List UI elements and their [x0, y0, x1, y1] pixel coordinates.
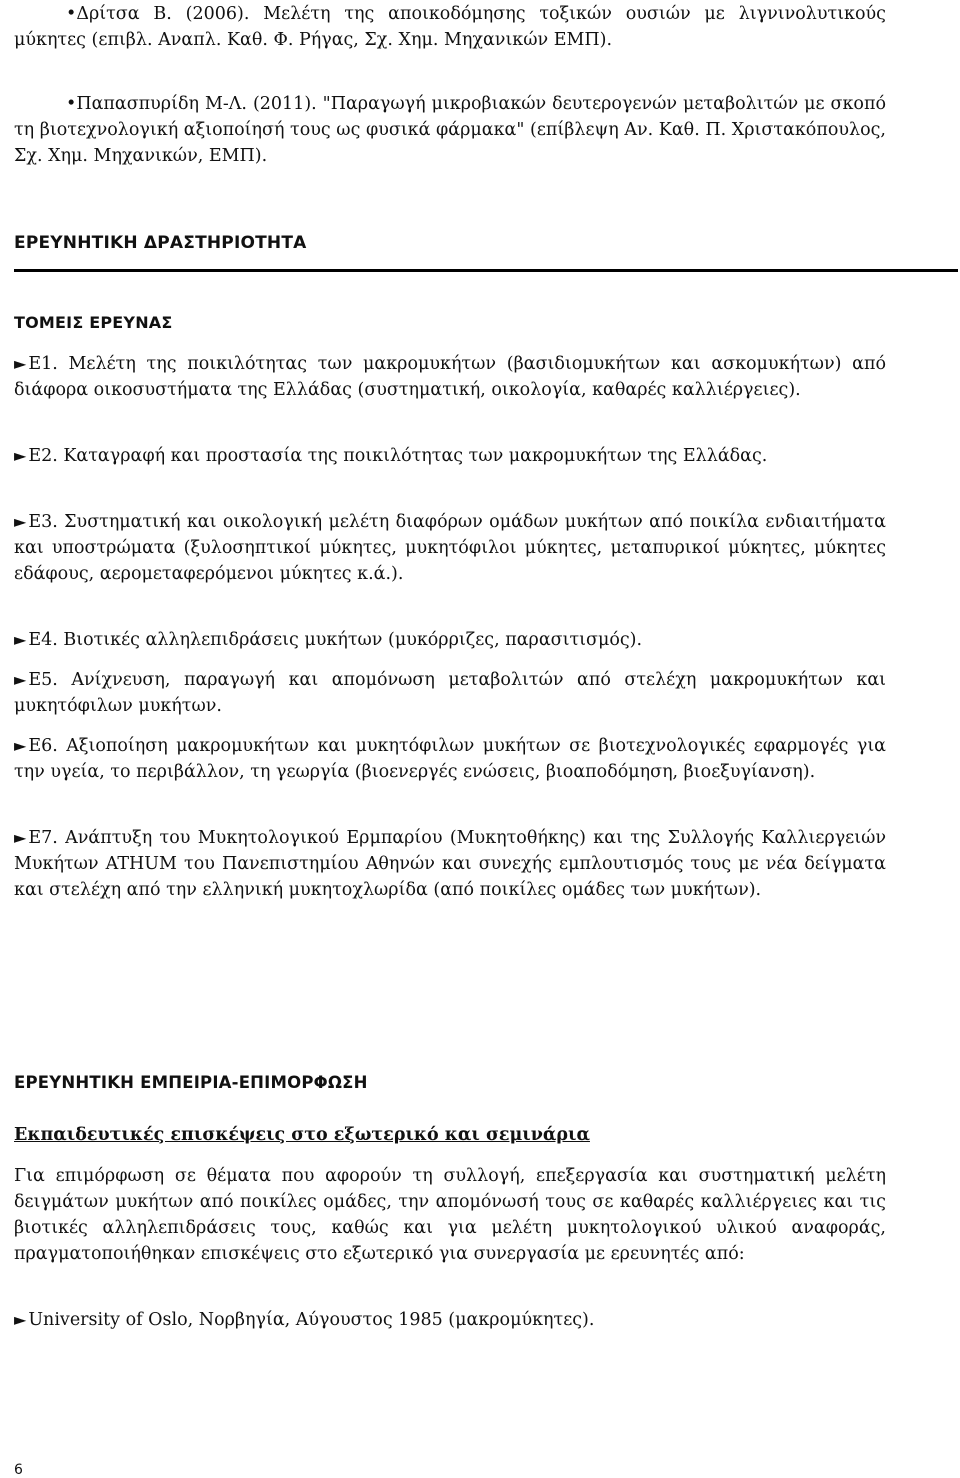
section-heading: ΕΡΕΥΝΗΤΙΚΗ ΕΜΠΕΙΡΙΑ-ΕΠΙΜΟΡΦΩΣΗ	[14, 1073, 368, 1092]
research-areas-heading: ΤΟΜΕΙΣ ΕΡΕΥΝΑΣ	[14, 313, 173, 332]
research-area-item	[14, 509, 886, 587]
page-number: 6	[14, 1462, 23, 1478]
section-divider	[14, 269, 958, 272]
research-area-item	[14, 627, 886, 653]
training-visits-heading-wrap	[14, 1125, 886, 1145]
thesis-item	[14, 91, 886, 169]
arrow-icon: ►	[14, 354, 27, 373]
section-research-experience	[14, 1073, 886, 1092]
arrow-icon: ►	[14, 630, 27, 649]
research-areas-heading-wrap	[14, 313, 886, 332]
training-visits-heading: Εκπαιδευτικές επισκέψεις στο εξωτερικό και σεμινάρια	[14, 1125, 590, 1145]
section-heading: ΕΡΕΥΝΗΤΙΚΗ ΔΡΑΣΤΗΡΙΟΤΗΤΑ	[14, 233, 307, 253]
thesis-text: •Δρίτσα Β. (2006). Μελέτη της αποικοδόμησης τοξικών ουσιών με λιγνινολυτικούς μύκητες (επιβλ. Αναπλ. Καθ. Φ. Ρήγας, Σχ. Χημ. Μηχανικών ΕΜΠ).	[14, 4, 886, 50]
training-intro-text: Για επιμόρφωση σε θέματα που αφορούν τη συλλογή, επεξεργασία και συστηματική μελέτη δειγμάτων μυκήτων από ποικίλες ομάδες, την απομόνωσή τους σε καθαρές καλλιέργειες και τις βιοτικές αλληλεπιδράσεις τους, καθώς και για μελέτη μυκητολογικού υλικού αναφοράς, πραγματοποιήθηκαν επισκέψεις στο εξωτερικό για συνεργασία με ερευνητές από:	[14, 1166, 886, 1264]
arrow-icon: ►	[14, 670, 27, 689]
arrow-icon: ►	[14, 446, 27, 465]
arrow-icon: ►	[14, 828, 27, 847]
bullet-icon: •	[66, 4, 77, 24]
thesis-text: •Παπασπυρίδη Μ-Λ. (2011). "Παραγωγή μικροβιακών δευτερογενών μεταβολιτών με σκοπό τη βιοτεχνολογική αξιοποίησή τους ως φυσικά φάρμακα" (επίβλεψη Αν. Καθ. Π. Χριστακόπουλος, Σχ. Χημ. Μηχανικών, ΕΜΠ).	[14, 94, 886, 166]
research-area-text: ► Ε2. Καταγραφή και προστασία της ποικιλότητας των μακρομυκήτων της Ελλάδας.	[14, 443, 886, 469]
arrow-icon: ►	[14, 512, 27, 531]
bullet-icon: •	[66, 94, 77, 114]
visit-item	[14, 1307, 886, 1333]
section-research-activity	[14, 233, 886, 253]
research-area-text: ► Ε4. Βιοτικές αλληλεπιδράσεις μυκήτων (μυκόρριζες, παρασιτισμός).	[14, 627, 886, 653]
research-area-item	[14, 667, 886, 719]
thesis-item	[14, 1, 886, 53]
research-area-text: ► Ε1. Μελέτη της ποικιλότητας των μακρομυκήτων (βασιδιομυκήτων και ασκομυκήτων) από διάφορα οικοσυστήματα της Ελλάδας (συστηματική, οικολογία, καθαρές καλλιέργειες).	[14, 351, 886, 403]
research-area-item	[14, 825, 886, 903]
arrow-icon: ►	[14, 1310, 27, 1329]
research-area-item	[14, 351, 886, 403]
arrow-icon: ►	[14, 736, 27, 755]
research-area-item	[14, 733, 886, 785]
visit-text: ► University of Oslo, Νορβηγία, Αύγουστος 1985 (μακρομύκητες).	[14, 1307, 886, 1333]
training-intro	[14, 1163, 886, 1267]
research-area-item	[14, 443, 886, 469]
research-area-text: ► Ε5. Ανίχνευση, παραγωγή και απομόνωση μεταβολιτών από στελέχη μακρομυκήτων και μυκητόφιλων μυκήτων.	[14, 667, 886, 719]
research-area-text: ► Ε3. Συστηματική και οικολογική μελέτη διαφόρων ομάδων μυκήτων από ποικίλα ενδιαιτήματα και υποστρώματα (ξυλοσηπτικοί μύκητες, μυκητόφιλοι μύκητες, μεταπυρικοί μύκητες, μύκητες εδάφους, αερομεταφερόμενοι μύκητες κ.ά.).	[14, 509, 886, 587]
research-area-text: ► Ε6. Αξιοποίηση μακρομυκήτων και μυκητόφιλων μυκήτων σε βιοτεχνολογικές εφαρμογές για την υγεία, το περιβάλλον, τη γεωργία (βιοενεργές ενώσεις, βιοαποδόμηση, βιοεξυγίανση).	[14, 733, 886, 785]
research-area-text: ► Ε7. Ανάπτυξη του Μυκητολογικού Ερμπαρίου (Μυκητοθήκης) και της Συλλογής Καλλιεργειών Μυκήτων ATHUM του Πανεπιστημίου Αθηνών και συνεχής εμπλουτισμός τους με νέα δείγματα και στελέχη από την ελληνική μυκητοχλωρίδα (από ποικίλες ομάδες των μυκήτων).	[14, 825, 886, 903]
